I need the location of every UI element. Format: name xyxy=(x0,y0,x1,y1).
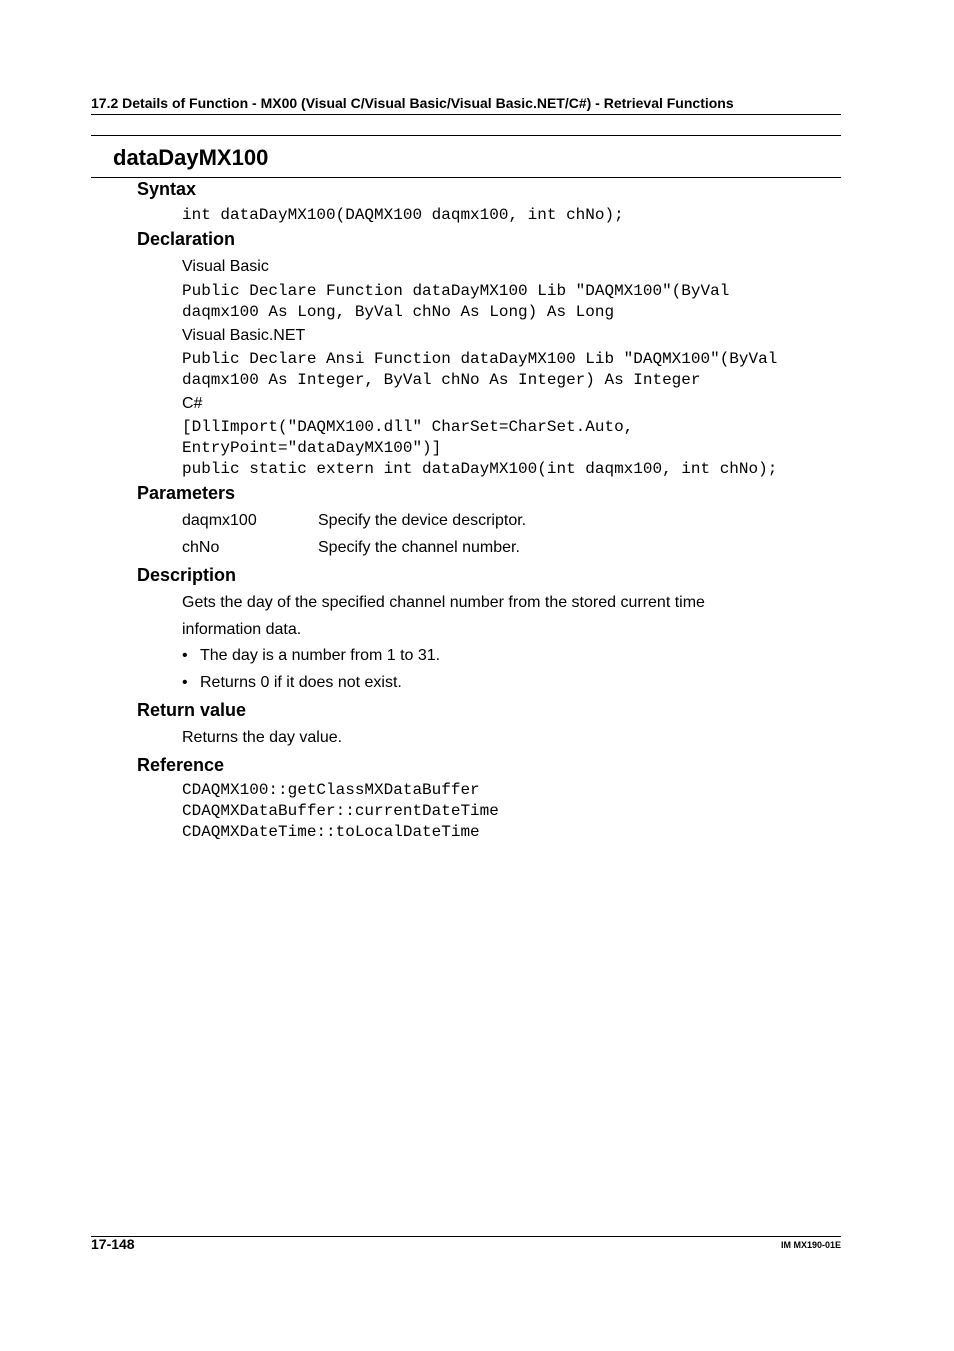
bullet-text: Returns 0 if it does not exist. xyxy=(200,674,402,691)
description-heading: Description xyxy=(137,565,237,585)
vb-label: Visual Basic xyxy=(182,258,269,275)
param-name: chNo xyxy=(182,539,220,556)
function-title: dataDayMX100 xyxy=(113,145,269,170)
vbnet-label: Visual Basic.NET xyxy=(182,327,306,344)
reference-item: CDAQMXDataBuffer::currentDateTime xyxy=(182,802,499,820)
syntax-heading: Syntax xyxy=(137,179,197,199)
return-value-text: Returns the day value. xyxy=(182,729,343,746)
return-value-heading: Return value xyxy=(137,700,247,720)
page-number: 17-148 xyxy=(91,1236,135,1252)
reference-item: CDAQMXDateTime::toLocalDateTime xyxy=(182,823,480,841)
reference-item: CDAQMX100::getClassMXDataBuffer xyxy=(182,781,480,799)
description-text-line1: Gets the day of the specified channel number from the stored current time xyxy=(182,594,705,611)
document-id: IM MX190-01E xyxy=(780,1240,841,1250)
cs-declaration-line2: EntryPoint="dataDayMX100")] xyxy=(182,439,442,457)
vb-declaration-line1: Public Declare Function dataDayMX100 Lib "DAQMX100"(ByVal xyxy=(182,282,730,300)
vbnet-declaration-line2: daqmx100 As Integer, ByVal chNo As Integer) As Integer xyxy=(182,371,701,389)
description-bullet-item xyxy=(182,674,402,692)
reference-heading: Reference xyxy=(137,755,225,775)
bullet-mark: • xyxy=(182,647,188,664)
description-text-line2: information data. xyxy=(182,621,302,638)
vb-declaration-line2: daqmx100 As Long, ByVal chNo As Long) As Long xyxy=(182,303,615,321)
parameters-heading: Parameters xyxy=(137,483,236,503)
cs-declaration-line1: [DllImport("DAQMX100.dll" CharSet=CharSet.Auto, xyxy=(182,418,634,436)
title-rule-top xyxy=(91,135,841,136)
syntax-code: int dataDayMX100(DAQMX100 daqmx100, int chNo); xyxy=(182,206,624,224)
bullet-mark: • xyxy=(182,674,188,691)
cs-label: C# xyxy=(182,395,203,412)
bullet-text: The day is a number from 1 to 31. xyxy=(200,647,441,664)
param-description: Specify the channel number. xyxy=(318,539,520,556)
declaration-heading: Declaration xyxy=(137,229,236,249)
param-name: daqmx100 xyxy=(182,512,257,529)
title-rule-bottom xyxy=(91,177,841,178)
param-description: Specify the device descriptor. xyxy=(318,512,527,529)
footer-rule xyxy=(91,1236,841,1237)
vbnet-declaration-line1: Public Declare Ansi Function dataDayMX100 Lib "DAQMX100"(ByVal xyxy=(182,350,778,368)
description-bullet-item xyxy=(182,647,440,665)
header-rule xyxy=(91,114,841,115)
cs-declaration-line3: public static extern int dataDayMX100(int daqmx100, int chNo); xyxy=(182,460,778,478)
running-header: 17.2 Details of Function - MX00 (Visual C/Visual Basic/Visual Basic.NET/C#) - Retrieval Functions xyxy=(91,95,734,111)
